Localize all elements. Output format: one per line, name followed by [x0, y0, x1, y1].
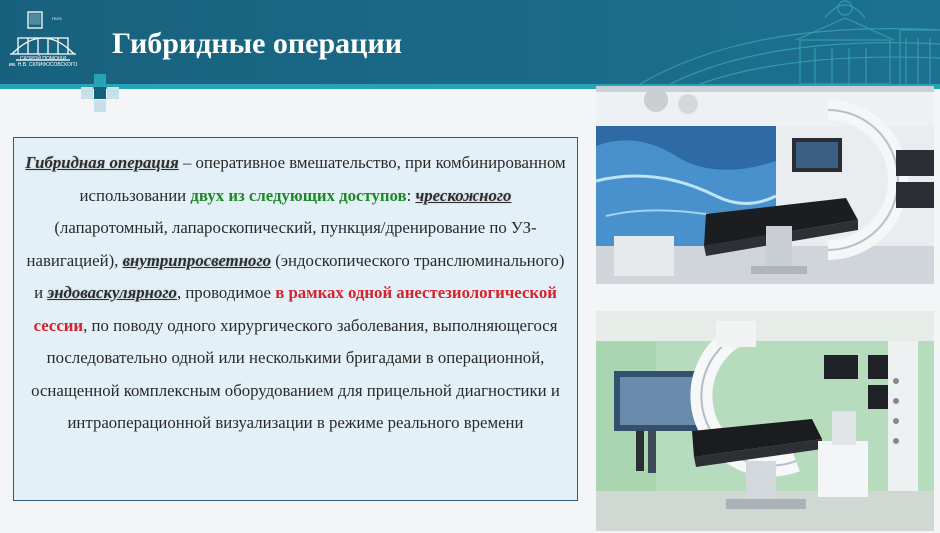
term-intraluminal: внутрипросветного: [122, 250, 272, 270]
svg-text:ГБУЗ: ГБУЗ: [52, 16, 62, 21]
operating-room-photo-2: [596, 311, 934, 531]
definition-part-4: (эндоскопического транслюминального) и: [34, 250, 565, 302]
definition-box: [13, 137, 578, 501]
logo-line-2: им. Н.В. СКЛИФОСОВСКОГО: [8, 62, 78, 68]
definition-part-5: , проводимое: [176, 283, 276, 302]
slide-header: [0, 0, 940, 84]
definition-text: [14, 138, 577, 440]
logo-line-1: СКОРОЙ ПОМОЩИ: [19, 56, 67, 62]
definition-part-3: (лапаротомный, лапароскопический, пункция/дренирование по УЗ-навигацией),: [26, 218, 537, 270]
page-title: Гибридные операции: [112, 27, 403, 60]
definition-part-1: – оперативное вмешательство, при комбинированном использовании: [79, 153, 566, 205]
operating-room-photo-1: [596, 86, 934, 284]
highlight-session: в рамках одной анестезиологической сессии: [33, 283, 557, 335]
term-endovascular: эндоваскулярного: [47, 283, 177, 302]
decorative-squares-icon: [80, 74, 122, 116]
building-outline-icon: [600, 0, 940, 84]
definition-part-2: :: [406, 185, 416, 205]
term-percutaneous: чрескожного: [415, 185, 512, 205]
definition-part-6: , по поводу одного хирургического заболевания, выполняющегося последовательно одной или несколькими бригадами в операционной, оснащенной комплексным оборудованием для прицельной диагностики и интраоперационной визуализации в режиме реального времени: [31, 315, 560, 432]
highlight-access: двух из следующих доступов: [190, 185, 407, 205]
institute-logo-icon: [6, 8, 80, 74]
term-hybrid-operation: Гибридная операция: [25, 153, 179, 172]
